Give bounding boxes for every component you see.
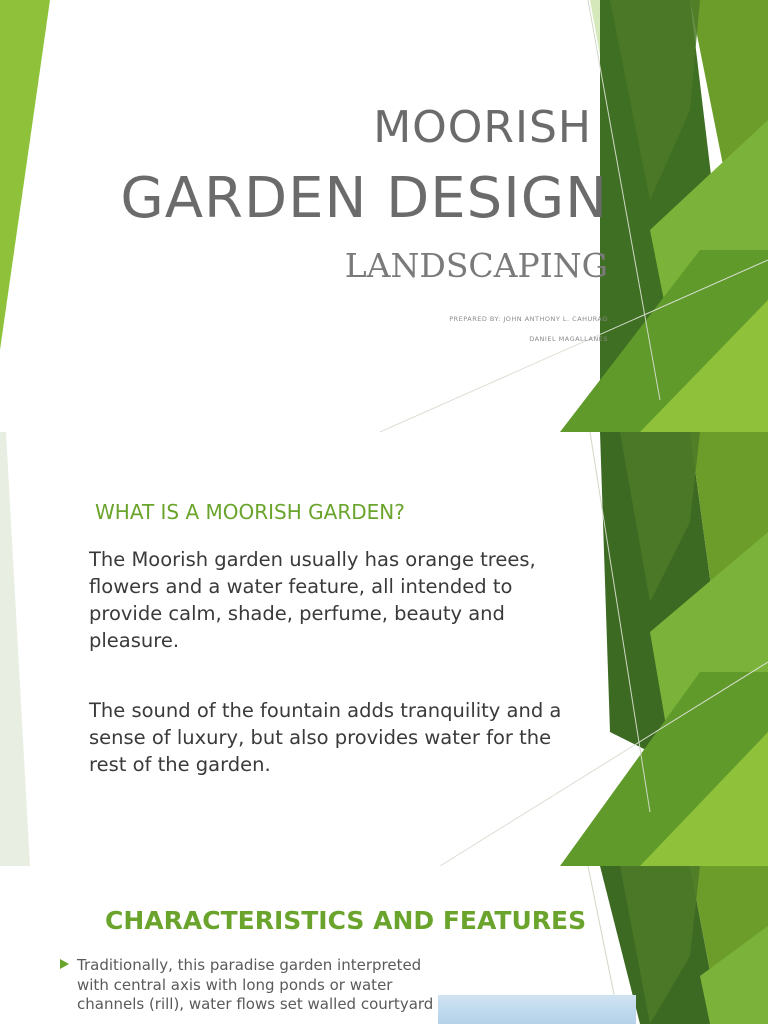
triangle-bullet-icon: [60, 959, 69, 969]
garden-photo: [438, 995, 636, 1024]
bullet-text: Traditionally, this paradise garden interpreted with central axis with long ponds or water channels (rill), water flows set walled courtyard: [77, 956, 434, 1013]
section-heading: WHAT IS A MOORISH GARDEN?: [95, 500, 405, 524]
subtitle: LANDSCAPING: [344, 246, 608, 285]
what-is-slide[interactable]: [0, 432, 768, 866]
second-author: DANIEL MAGALLANES: [529, 335, 608, 343]
characteristics-slide[interactable]: [0, 866, 768, 1024]
paragraph-1: The Moorish garden usually has orange trees, flowers and a water feature, all intended to provide calm, shade, perfume, beauty and pleasure.: [89, 548, 536, 652]
title-line-2: GARDEN DESIGN: [120, 166, 608, 231]
title-line-1: MOORISH: [373, 102, 592, 153]
prepared-by: PREPARED BY: JOHN ANTHONY L. CAHURAO: [449, 315, 608, 323]
bullet-item: [60, 956, 440, 1015]
title-slide[interactable]: [0, 0, 768, 432]
section-heading: CHARACTERISTICS AND FEATURES: [105, 906, 587, 935]
paragraph-2: The sound of the fountain adds tranquility and a sense of luxury, but also provides water for the rest of the garden.: [89, 699, 562, 776]
